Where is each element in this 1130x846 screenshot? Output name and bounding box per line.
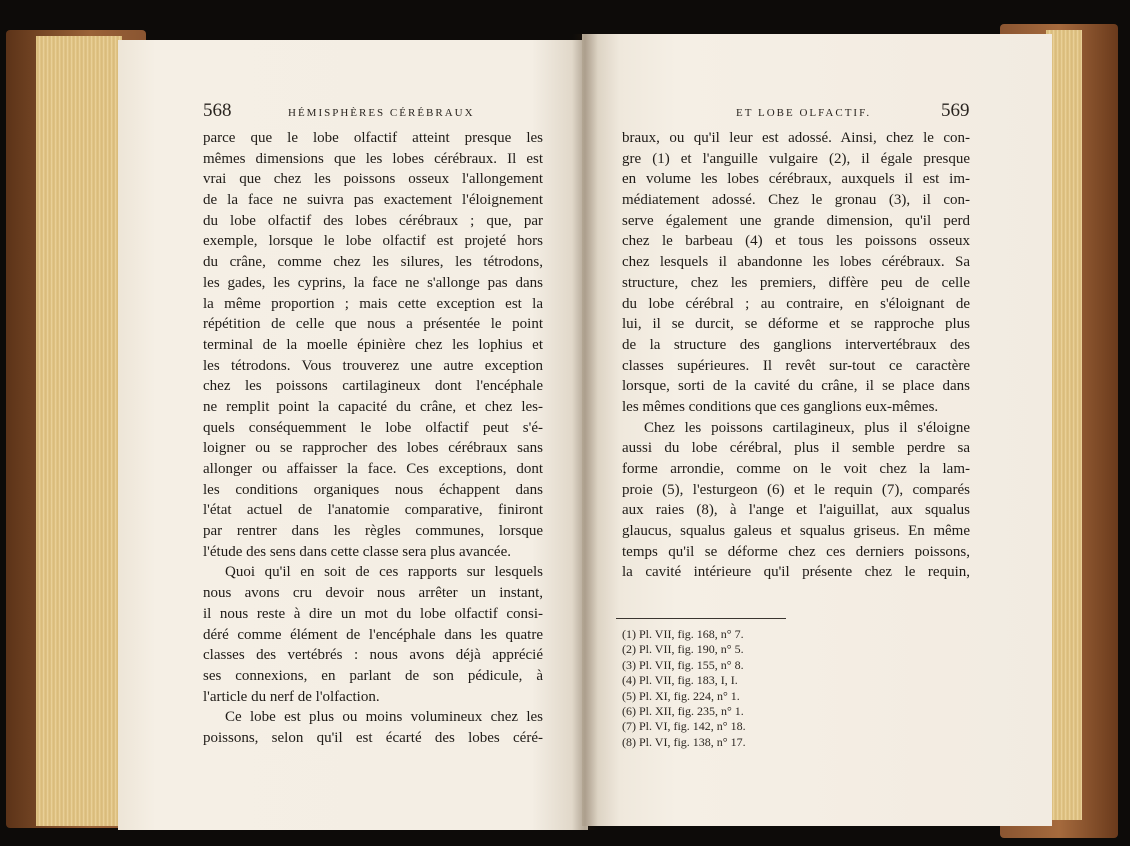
text-line: aux raies (8), à l'ange et l'aiguillat, aux squalus: [622, 502, 970, 519]
text-line: structure, chez les premiers, diffère peu de celle: [622, 274, 970, 291]
text-line: classes des vertébrés : nous avons déjà apprécié: [203, 647, 543, 664]
text-line: médiatement adossé. Chez le gronau (3), il con-: [622, 192, 970, 209]
text-line: braux, ou qu'il leur est adossé. Ainsi, chez le con-: [622, 130, 970, 146]
text-line: lorsque, sorti de la cavité du crâne, il se place dans: [622, 378, 970, 395]
footnote: (4) Pl. VII, fig. 183, I, I.: [622, 673, 738, 688]
text-line: les gades, les cyprins, la face ne s'allonge pas dans: [203, 274, 543, 291]
footnote-divider: [616, 618, 786, 619]
text-line: les mêmes conditions que ces ganglions eux-mêmes.: [622, 398, 939, 415]
text-line: déré comme élément de l'encéphale dans les quatre: [203, 626, 543, 643]
text-line: répétition de celle que nous a présentée le point: [203, 316, 543, 333]
text-line: nous avons cru devoir nous arrêter un instant,: [203, 585, 543, 602]
text-line: Ce lobe est plus ou moins volumineux chez les: [225, 709, 543, 726]
text-line: de la structure des ganglions intervertébraux des: [622, 336, 970, 353]
left-running-head: HÉMISPHÈRES CÉRÉBRAUX: [288, 107, 475, 119]
footnotes: [622, 627, 746, 750]
text-line: quels conséquemment le lobe olfactif peut s'é-: [203, 419, 543, 436]
right-body-text: [622, 128, 970, 583]
text-line: vrai que chez les poissons osseux l'allongement: [203, 171, 543, 188]
text-line: serve également une grande dimension, qu'il perd: [622, 212, 970, 229]
text-line: l'article du nerf de l'olfaction.: [203, 688, 380, 705]
text-line: en volume les lobes cérébraux, auxquels il est im-: [622, 171, 970, 188]
footnote: (7) Pl. VI, fig. 142, n° 18.: [622, 719, 746, 734]
text-line: classes supérieures. Il revêt sur-tout ce caractère: [622, 357, 970, 374]
text-line: proie (5), l'esturgeon (6) et le requin (7), comparés: [622, 481, 970, 498]
text-line: loigner ou se rapprocher des lobes cérébraux sans: [203, 440, 543, 457]
footnote: (8) Pl. VI, fig. 138, n° 17.: [622, 734, 746, 749]
page-edges-left: [36, 36, 122, 826]
text-line: les tétrodons. Vous trouverez une autre exception: [203, 357, 543, 374]
text-line: ne remplit point la capacité du crâne, et chez les-: [203, 398, 543, 415]
text-line: les conditions organiques nous échappent dans: [203, 481, 543, 498]
footnote: (2) Pl. VII, fig. 190, n° 5.: [622, 642, 744, 657]
text-line: allonger ou affaisser la face. Ces exceptions, dont: [203, 461, 543, 477]
right-page-number: 569: [941, 100, 970, 121]
text-line: forme arrondie, comme on le voit chez la lam-: [622, 461, 970, 477]
footnote: (6) Pl. XII, fig. 235, n° 1.: [622, 704, 744, 719]
right-running-head: ET LOBE OLFACTIF.: [736, 107, 872, 119]
text-line: de la face ne suivra pas exactement l'éloignement: [203, 192, 543, 209]
text-line: Chez les poissons cartilagineux, plus il s'éloigne: [644, 419, 970, 436]
text-line: lui, il se durcit, se déforme et se rapproche plus: [622, 316, 970, 333]
text-line: la même proportion ; mais cette exception est la: [203, 295, 543, 312]
text-line: exemple, lorsque le lobe olfactif est projeté hors: [203, 233, 543, 250]
text-line: ses connexions, en parlant de son pédicule, à: [203, 667, 543, 684]
text-line: gre (1) et l'anguille vulgaire (2), il égale presque: [622, 150, 970, 167]
text-line: du crâne, comme chez les silures, les tétrodons,: [203, 254, 543, 271]
text-line: chez lesquels il abandonne les lobes cérébraux. Sa: [622, 254, 970, 271]
left-body-text: [203, 128, 543, 749]
text-line: temps qu'il se déforme chez ces derniers poissons,: [622, 543, 970, 560]
text-line: parce que le lobe olfactif atteint presque les: [203, 130, 543, 146]
text-line: l'état actuel de l'anatomie comparative, finiront: [203, 502, 543, 519]
left-page-number: 568: [203, 100, 232, 121]
text-line: aussi du lobe cérébral, plus il semble perdre sa: [622, 440, 970, 457]
text-line: mêmes dimensions que les lobes cérébraux. Il est: [203, 150, 543, 167]
text-line: terminal de la moelle épinière chez les lophius et: [203, 336, 543, 353]
text-line: la cavité intérieure qu'il présente chez le requin,: [622, 564, 970, 581]
text-line: poissons, selon qu'il est écarté des lobes céré-: [203, 729, 543, 746]
text-line: l'étude des sens dans cette classe sera plus avancée.: [203, 543, 511, 560]
text-line: chez les poissons cartilagineux dont l'encéphale: [203, 378, 543, 395]
text-line: Quoi qu'il en soit de ces rapports sur lesquels: [225, 564, 543, 581]
text-line: du lobe cérébral ; au contraire, en s'éloignant de: [622, 295, 970, 312]
text-line: du lobe olfactif des lobes cérébraux ; que, par: [203, 212, 543, 229]
text-line: il nous reste à dire un mot du lobe olfactif consi-: [203, 605, 543, 622]
footnote: (5) Pl. XI, fig. 224, n° 1.: [622, 688, 740, 703]
text-line: par rentrer dans les règles communes, lorsque: [203, 523, 543, 540]
text-line: glaucus, squalus galeus et squalus griseus. En même: [622, 523, 970, 540]
book-gutter: [572, 34, 598, 830]
text-line: chez le barbeau (4) et tous les poissons osseux: [622, 233, 970, 250]
footnote: (1) Pl. VII, fig. 168, n° 7.: [622, 627, 744, 641]
footnote: (3) Pl. VII, fig. 155, n° 8.: [622, 657, 744, 672]
